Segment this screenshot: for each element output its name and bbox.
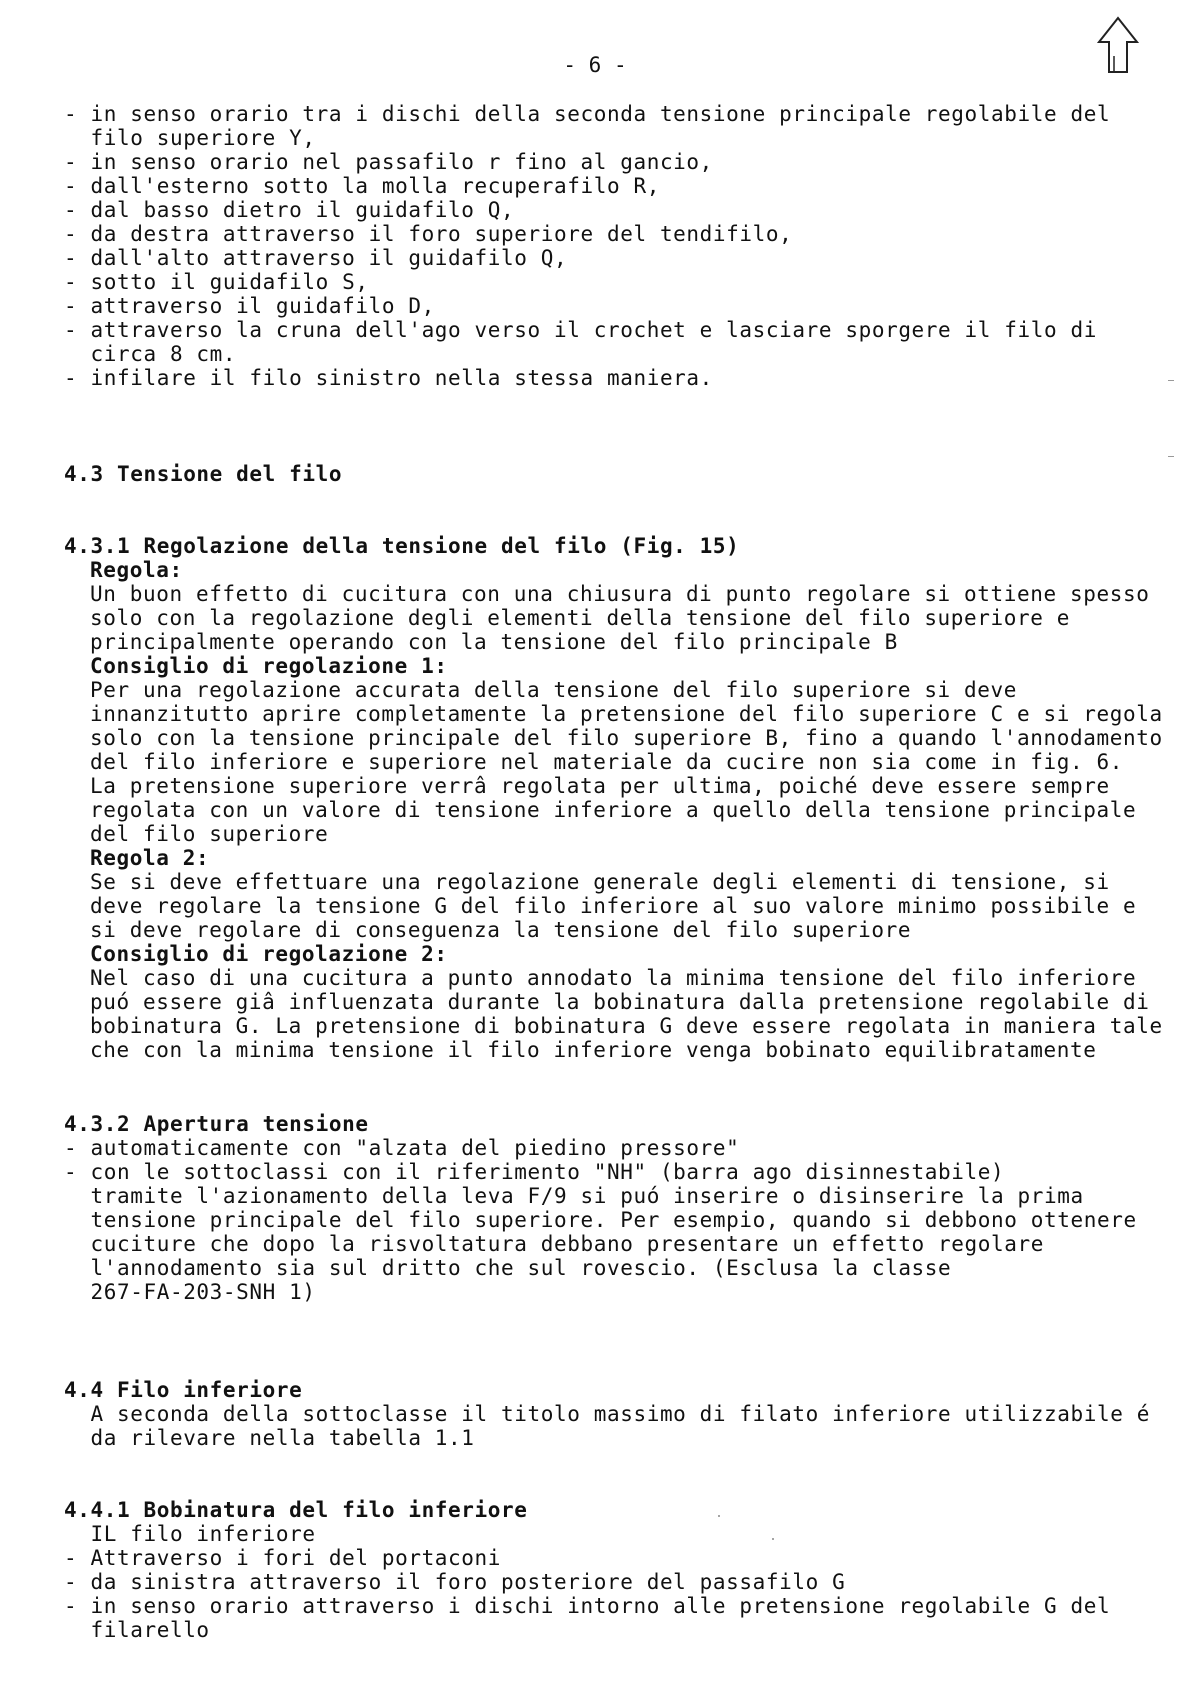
- list-item: - in senso orario tra i dischi della seconda tensione principale regolabile del: [64, 102, 1111, 126]
- list-item: filo superiore Y,: [64, 126, 316, 150]
- section-heading-4-4-1: 4.4.1 Bobinatura del filo inferiore: [64, 1498, 528, 1522]
- list-item: - infilare il filo sinistro nella stessa maniera.: [64, 366, 713, 390]
- list-item: - da sinistra attraverso il foro posteriore del passafilo G: [64, 1570, 846, 1594]
- paragraph-line: bobinatura G. La pretensione di bobinatura G deve essere regolata in maniera tale: [90, 1014, 1163, 1038]
- list-item: - dall'alto attraverso il guidafilo Q,: [64, 246, 568, 270]
- list-item: - Attraverso i fori del portaconi: [64, 1546, 502, 1570]
- tip-label: Consiglio di regolazione 2:: [90, 942, 448, 966]
- list-item: circa 8 cm.: [64, 342, 237, 366]
- section-heading-4-3-1: 4.3.1 Regolazione della tensione del filo (Fig. 15): [64, 534, 740, 558]
- paragraph-line: Se si deve effettuare una regolazione generale degli elementi di tensione, si: [90, 870, 1110, 894]
- list-item: - con le sottoclassi con il riferimento "NH" (barra ago disinnestabile): [64, 1160, 1005, 1184]
- list-item: - in senso orario attraverso i dischi intorno alle pretensione regolabile G del: [64, 1594, 1111, 1618]
- rule-label: Regola:: [90, 558, 183, 582]
- paragraph-line: deve regolare la tensione G del filo inferiore al suo valore minimo possibile e: [90, 894, 1137, 918]
- scan-mark: [1168, 380, 1174, 381]
- paragraph-line: del filo superiore: [90, 822, 329, 846]
- paragraph-line: La pretensione superiore verrâ regolata per ultima, poiché deve essere sempre: [90, 774, 1110, 798]
- paragraph-line: si deve regolare di conseguenza la tensione del filo superiore: [90, 918, 912, 942]
- paragraph-line: Per una regolazione accurata della tensione del filo superiore si deve: [90, 678, 1018, 702]
- list-item: - automaticamente con "alzata del piedino pressore": [64, 1136, 740, 1160]
- paragraph-line: da rilevare nella tabella 1.1: [64, 1426, 475, 1450]
- list-item: - attraverso il guidafilo D,: [64, 294, 435, 318]
- scan-mark: [1168, 456, 1174, 457]
- paragraph-line: regolata con un valore di tensione inferiore a quello della tensione principale: [90, 798, 1137, 822]
- paragraph-line: del filo inferiore e superiore nel materiale da cucire non sia come in fig. 6.: [90, 750, 1123, 774]
- tip-label: Consiglio di regolazione 1:: [90, 654, 448, 678]
- list-item: filarello: [64, 1618, 210, 1642]
- list-item: - attraverso la cruna dell'ago verso il crochet e lasciare sporgere il filo di: [64, 318, 1097, 342]
- list-item: - in senso orario nel passafilo r fino al gancio,: [64, 150, 713, 174]
- list-item: l'annodamento sia sul dritto che sul rovescio. (Esclusa la classe: [64, 1256, 952, 1280]
- paragraph-line: principalmente operando con la tensione del filo principale B: [90, 630, 898, 654]
- section-heading-4-3-2: 4.3.2 Apertura tensione: [64, 1112, 369, 1136]
- paragraph-line: solo con la tensione principale del filo superiore B, fino a quando l'annodamento: [90, 726, 1163, 750]
- paragraph-line: che con la minima tensione il filo inferiore venga bobinato equilibratamente: [90, 1038, 1097, 1062]
- paragraph-line: Un buon effetto di cucitura con una chiusura di punto regolare si ottiene spesso: [90, 582, 1150, 606]
- paragraph-line: innanzitutto aprire completamente la pretensione del filo superiore C e si regola: [90, 702, 1163, 726]
- section-heading-4-4: 4.4 Filo inferiore: [64, 1378, 303, 1402]
- paragraph-line: A seconda della sottoclasse il titolo massimo di filato inferiore utilizzabile é: [64, 1402, 1150, 1426]
- paragraph-line: solo con la regolazione degli elementi della tensione del filo superiore e: [90, 606, 1070, 630]
- list-item: - da destra attraverso il foro superiore del tendifilo,: [64, 222, 793, 246]
- scan-speck: [718, 1515, 720, 1517]
- paragraph-line: puó essere giâ influenzata durante la bobinatura dalla pretensione regolabile di: [90, 990, 1150, 1014]
- scan-speck: [772, 1538, 774, 1540]
- list-item: IL filo inferiore: [64, 1522, 316, 1546]
- page-number: - 6 -: [563, 53, 627, 77]
- section-heading-4-3: 4.3 Tensione del filo: [64, 462, 343, 486]
- arrow-up-icon[interactable]: [1095, 16, 1141, 76]
- list-item: - dall'esterno sotto la molla recuperafilo R,: [64, 174, 660, 198]
- list-item: tramite l'azionamento della leva F/9 si puó inserire o disinserire la prima: [64, 1184, 1084, 1208]
- rule-label: Regola 2:: [90, 846, 210, 870]
- list-item: - sotto il guidafilo S,: [64, 270, 369, 294]
- list-item: 267-FA-203-SNH 1): [64, 1280, 316, 1304]
- list-item: cuciture che dopo la risvoltatura debbano presentare un effetto regolare: [64, 1232, 1044, 1256]
- list-item: - dal basso dietro il guidafilo Q,: [64, 198, 515, 222]
- paragraph-line: Nel caso di una cucitura a punto annodato la minima tensione del filo inferiore: [90, 966, 1137, 990]
- list-item: tensione principale del filo superiore. Per esempio, quando si debbono ottenere: [64, 1208, 1137, 1232]
